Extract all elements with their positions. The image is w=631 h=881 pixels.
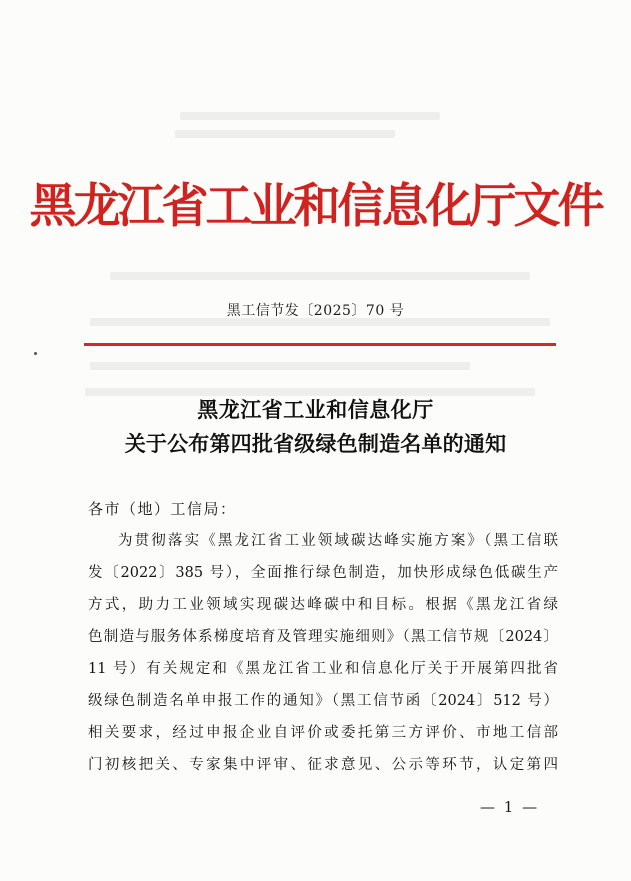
show-through-mark (175, 130, 395, 138)
body-text-line: 级绿色制造名单申报工作的通知》（黑工信节函〔2024〕512 号） (88, 693, 558, 709)
show-through-mark (90, 362, 470, 370)
document-number: 黑工信节发〔2025〕70 号 (226, 303, 405, 319)
show-through-mark (180, 112, 440, 120)
body-text-line: 发〔2022〕385 号），全面推行绿色制造，加快形成绿色低碳生产 (88, 565, 558, 581)
notice-title-line: 黑龙江省工业和信息化厅 (197, 397, 434, 422)
document-header-title: 黑龙江省工业和信息化厅文件 (29, 179, 602, 234)
body-text-line: 色制造与服务体系梯度培育及管理实施细则》（黑工信节规〔2024〕 (88, 629, 558, 645)
body-text-line: 方式，助力工业领域实现碳达峰碳中和目标。根据《黑龙江省绿 (88, 597, 558, 613)
body-text-line: 门初核把关、专家集中评审、征求意见、公示等环节，认定第四 (88, 757, 558, 773)
scan-speck (34, 352, 37, 355)
body-text-line: 11 号）有关规定和《黑龙江省工业和信息化厅关于开展第四批省 (88, 661, 558, 677)
body-text-line: 相关要求，经过申报企业自评价或委托第三方评价、市地工信部 (88, 725, 558, 741)
recipient-salutation: 各市（地）工信局： (88, 500, 237, 518)
body-text-line: 为贯彻落实《黑龙江省工业领域碳达峰实施方案》（黑工信联 (118, 533, 558, 549)
show-through-mark (110, 272, 530, 280)
red-divider-rule (84, 343, 556, 346)
page-number: — 1 — (480, 798, 540, 816)
notice-title-line: 关于公布第四批省级绿色制造名单的通知 (124, 431, 507, 456)
